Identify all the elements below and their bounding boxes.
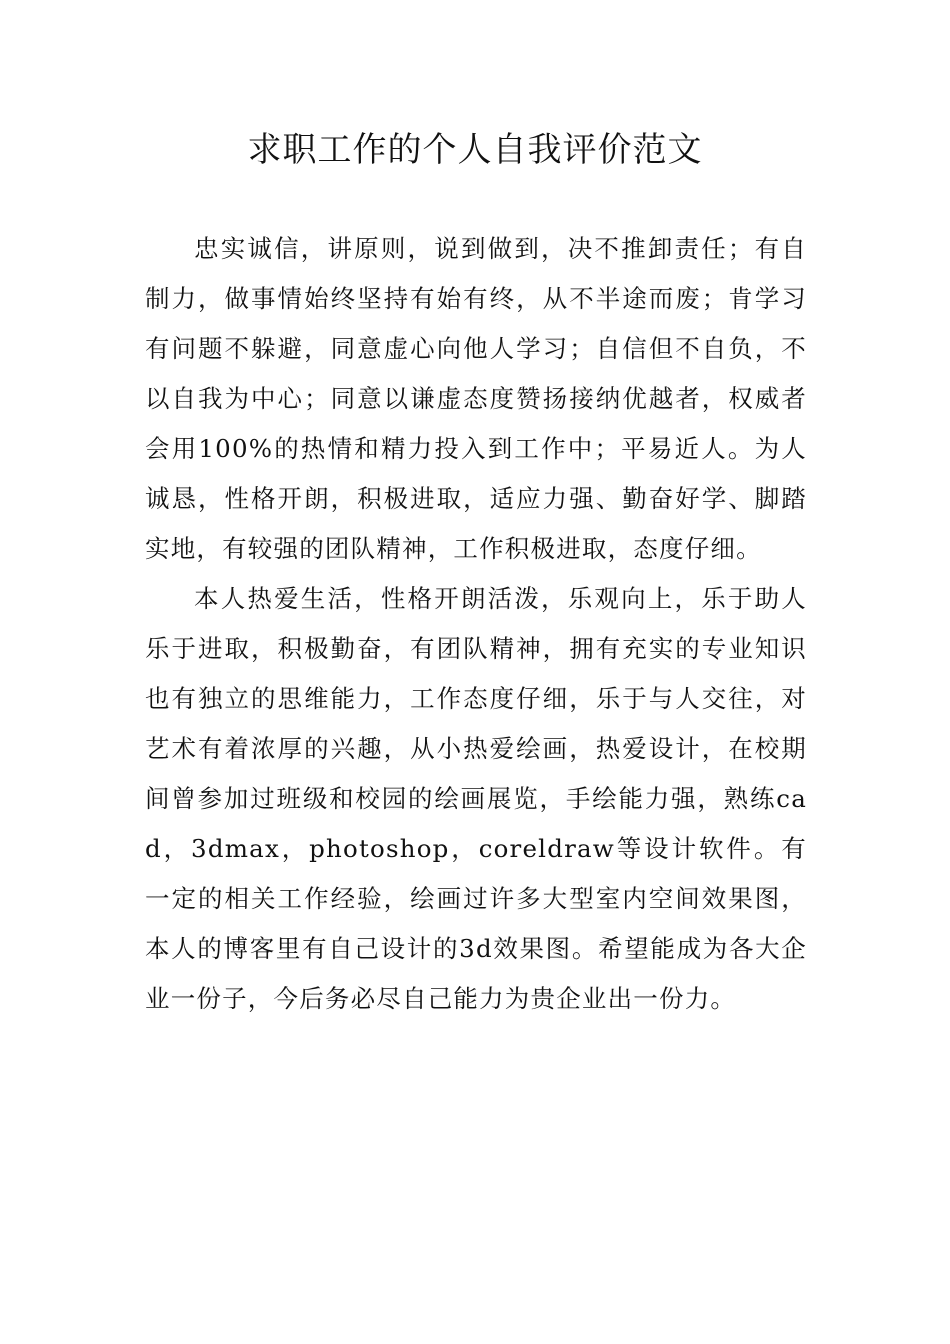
paragraph-1: 忠实诚信，讲原则，说到做到，决不推卸责任；有自制力，做事情始终坚持有始有终，从不半途而废；肯学习有问题不躲避，同意虚心向他人学习；自信但不自负，不以自我为中心；同意以谦虚态度赞扬接纳优越者，权威者会用100%的热情和精力投入到工作中；平易近人。为人诚恳，性格开朗，积极进取，适应力强、勤奋好学、脚踏实地，有较强的团队精神，工作积极进取，态度仔细。 [145, 234, 807, 563]
document-body [145, 224, 807, 1024]
document-title: 求职工作的个人自我评价范文 [247, 130, 703, 170]
paragraph-2: 本人热爱生活，性格开朗活泼，乐观向上，乐于助人乐于进取，积极勤奋，有团队精神，拥有充实的专业知识也有独立的思维能力，工作态度仔细，乐于与人交往，对艺术有着浓厚的兴趣，从小热爱绘画，热爱设计，在校期间曾参加过班级和校园的绘画展览，手绘能力强，熟练cad，3dmax，photoshop，coreldraw等设计软件。有一定的相关工作经验，绘画过许多大型室内空间效果图，本人的博客里有自己设计的3d效果图。希望能成为各大企业一份子，今后务必尽自己能力为贵企业出一份力。 [145, 584, 807, 1013]
